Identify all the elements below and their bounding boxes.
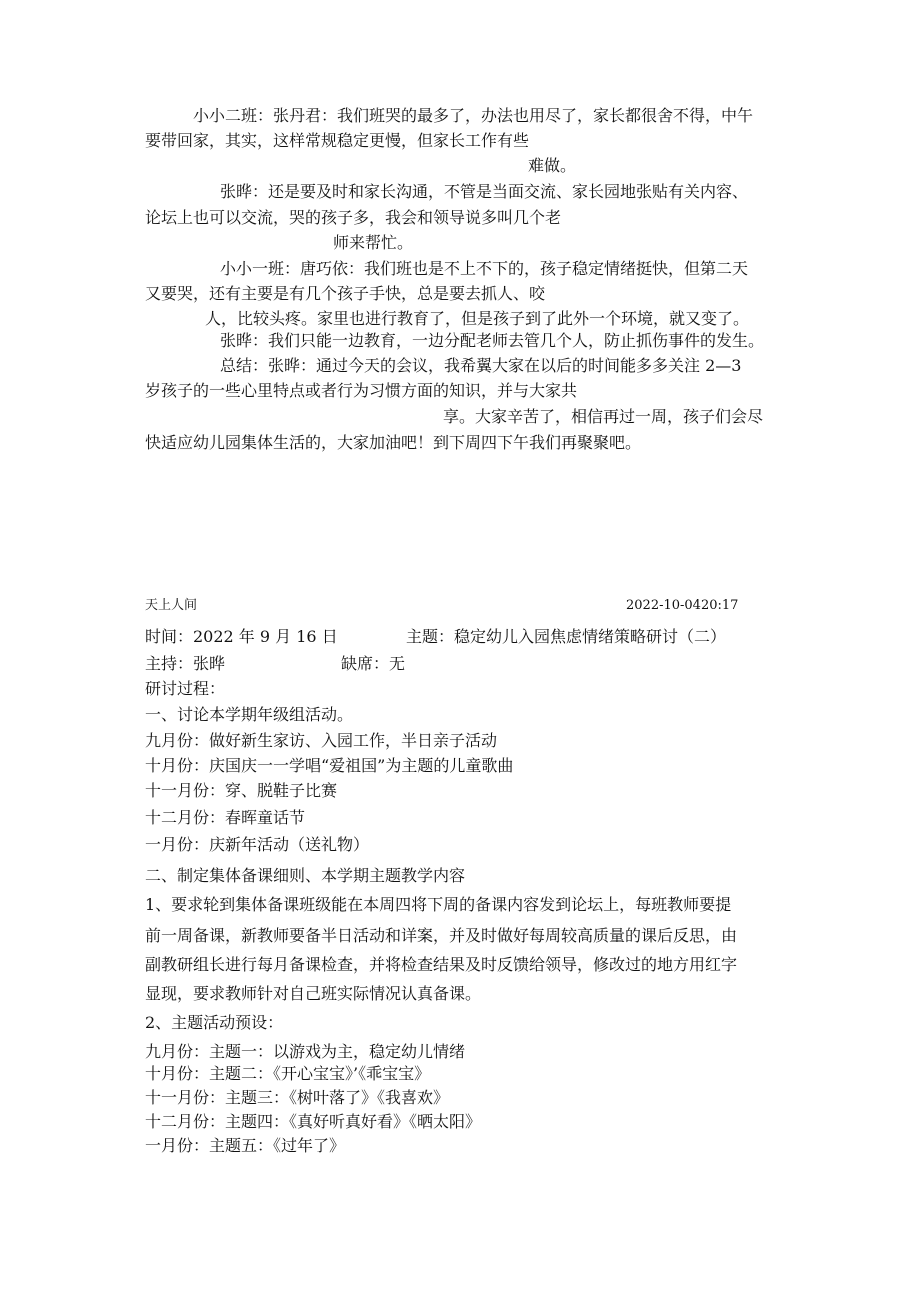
meeting-time: 时间：2022 年 9 月 16 日 (145, 627, 338, 646)
paragraph-line: 岁孩子的一些心里特点或者行为习惯方面的知识，并与大家共 (145, 381, 578, 400)
monthly-activity: 十二月份：春晖童话节 (145, 808, 306, 827)
paragraph-line: 人，比较头疼。家里也进行教育了，但是孩子到了此外一个环境，就又变了。 (205, 309, 750, 328)
meeting-topic: 主题：稳定幼儿入园焦虑情绪策略研讨（二） (406, 627, 727, 646)
paragraph-line: 张晔：还是要及时和家长沟通，不管是当面交流、家长园地张贴有关内容、 (220, 182, 749, 201)
paragraph-line: 总结：张晔：通过今天的会议，我希翼大家在以后的时间能多多关注 2—3 (220, 356, 742, 375)
paragraph-line: 小小二班：张丹君：我们班哭的最多了，办法也用尽了，家长都很舍不得，中午 (193, 106, 754, 125)
paragraph-line: 难做。 (528, 156, 577, 175)
monthly-activity: 十月份：庆国庆一一学唱“爱祖国”为主题的儿童歌曲 (145, 756, 514, 775)
paragraph-line: 小小一班：唐巧依：我们班也是不上不下的，孩子稳定情绪挺快，但第二天 (220, 259, 749, 278)
footer-left-text: 天上人间 (145, 598, 198, 613)
subsection-heading: 2、主题活动预设： (145, 1013, 284, 1032)
paragraph-line: 论坛上也可以交流，哭的孩子多，我会和领导说多叫几个老 (145, 208, 562, 227)
monthly-activity: 九月份：做好新生家访、入园工作，半日亲子活动 (145, 731, 498, 750)
paragraph-line: 享。大家辛苦了，相信再过一周，孩子们会尽 (443, 407, 764, 426)
meeting-host: 主持：张晔 (145, 654, 226, 673)
paragraph-line: 1、要求轮到集体备课班级能在本周四将下周的备课内容发到论坛上，每班教师要提 (145, 895, 732, 914)
paragraph-line: 快适应幼儿园集体生活的，大家加油吧！到下周四下午我们再聚聚吧。 (145, 433, 642, 452)
section-heading: 二、制定集体备课细则、本学期主题教学内容 (145, 866, 466, 885)
paragraph-line: 显现，要求教师针对自己班实际情况认真备课。 (145, 984, 482, 1003)
meeting-absent: 缺席：无 (341, 654, 406, 673)
paragraph-line: 前一周备课，新教师要备半日活动和详案，并及时做好每周较高质量的课后反思，由 (145, 926, 738, 945)
paragraph-line: 张晔：我们只能一边教育，一边分配老师去管几个人，防止抓伤事件的发生。 (220, 331, 765, 350)
paragraph-line: 要带回家，其实，这样常规稳定更慢，但家长工作有些 (145, 131, 530, 150)
monthly-activity: 一月份：庆新年活动（送礼物） (145, 835, 370, 854)
theme-item: 一月份：主题五：《过年了》 (145, 1136, 346, 1155)
paragraph-line: 又要哭，还有主要是有几个孩子手快，总是要去抓人、咬 (145, 284, 546, 303)
theme-item: 十一月份：主题三：《树叶落了》《我喜欢》 (145, 1088, 450, 1107)
paragraph-line: 副教研组长进行每月备课检查，并将检查结果及时反馈给领导，修改过的地方用红字 (145, 955, 738, 974)
theme-item: 九月份：主题一：以游戏为主，稳定幼儿情绪 (145, 1042, 466, 1061)
monthly-activity: 十一月份：穿、脱鞋子比赛 (145, 781, 338, 800)
footer-timestamp: 2022-10-0420:17 (626, 598, 739, 613)
process-heading: 研讨过程： (145, 679, 226, 698)
theme-item: 十月份：主题二：《开心宝宝》’《乖宝宝》 (145, 1064, 431, 1083)
section-heading: 一、讨论本学期年级组活动。 (145, 705, 354, 724)
theme-item: 十二月份：主题四：《真好听真好看》《晒太阳》 (145, 1112, 482, 1131)
paragraph-line: 师来帮忙。 (333, 233, 414, 252)
